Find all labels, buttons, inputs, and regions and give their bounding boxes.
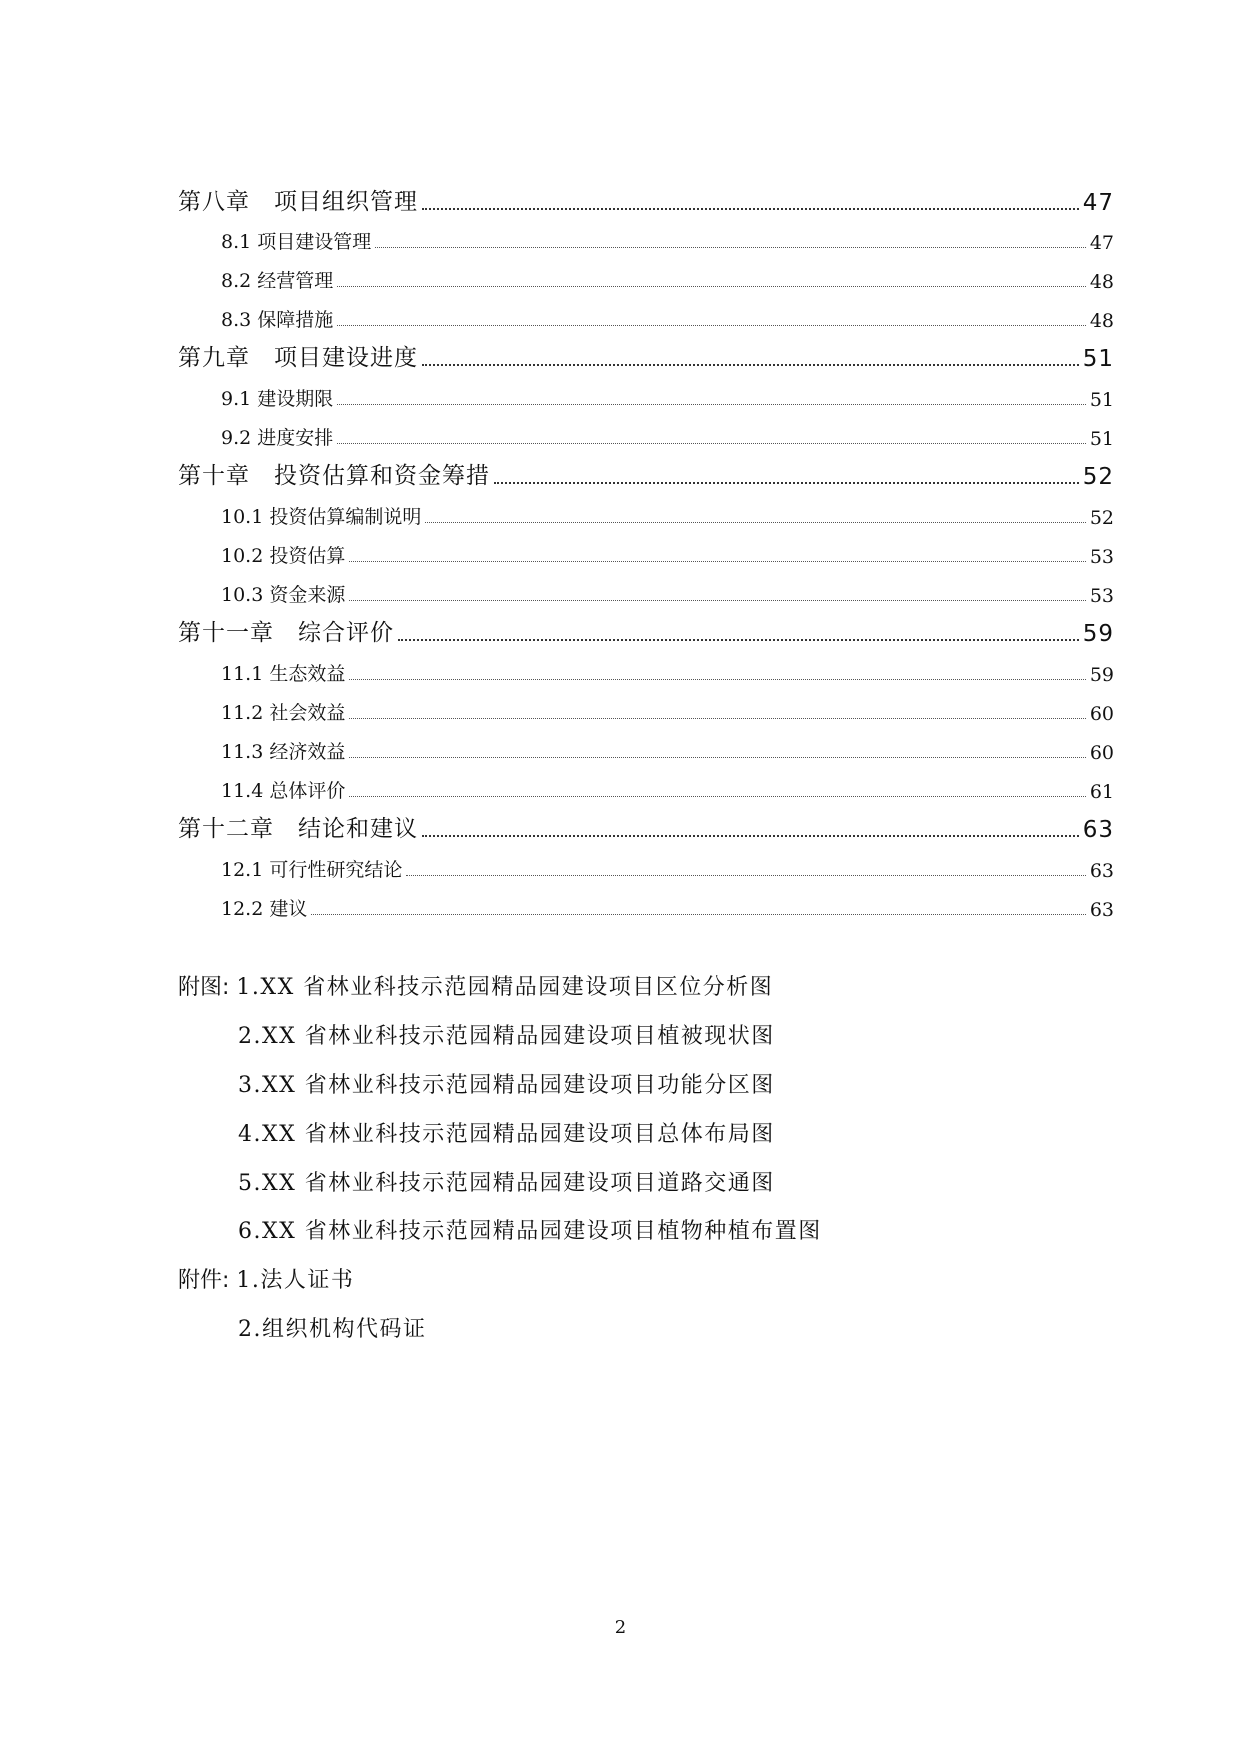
toc-leader bbox=[337, 440, 1086, 444]
toc-label: 第九章 项目建设进度 bbox=[178, 345, 418, 371]
toc-leader bbox=[311, 911, 1085, 915]
toc-page: 48 bbox=[1089, 310, 1114, 332]
toc-leader bbox=[425, 519, 1085, 523]
toc-page: 60 bbox=[1089, 703, 1114, 725]
figure-item-row bbox=[238, 1214, 822, 1245]
figure-item: 1.XX 省林业科技示范园精品园建设项目区位分析图 bbox=[236, 975, 774, 1000]
toc-leader bbox=[375, 244, 1086, 248]
toc-page: 51 bbox=[1089, 389, 1114, 411]
figure-item: 2.XX 省林业科技示范园精品园建设项目植被现状图 bbox=[238, 1024, 775, 1049]
toc-page: 61 bbox=[1089, 781, 1114, 803]
toc-section-12-2[interactable] bbox=[221, 891, 1114, 921]
toc-page: 63 bbox=[1089, 899, 1114, 921]
toc-chapter-10[interactable] bbox=[178, 460, 1114, 490]
toc-label: 第十章 投资估算和资金筹措 bbox=[178, 463, 490, 489]
attachments-label: 附件: bbox=[178, 1268, 230, 1293]
toc-page: 51 bbox=[1089, 428, 1114, 450]
toc-page: 59 bbox=[1082, 621, 1114, 647]
toc-label: 8.1 项目建设管理 bbox=[221, 231, 372, 253]
toc-section-11-4[interactable] bbox=[221, 773, 1114, 803]
toc-page: 51 bbox=[1082, 346, 1114, 372]
toc-section-10-1[interactable] bbox=[221, 499, 1114, 529]
toc-label: 11.4 总体评价 bbox=[221, 780, 346, 802]
figure-item-row bbox=[238, 1068, 775, 1099]
toc-section-11-2[interactable] bbox=[221, 695, 1114, 725]
attachment-item-row bbox=[238, 1312, 427, 1343]
attachments-list-row bbox=[178, 1263, 354, 1294]
toc-label: 11.2 社会效益 bbox=[221, 702, 346, 724]
toc-leader bbox=[349, 558, 1085, 562]
figure-item: 4.XX 省林业科技示范园精品园建设项目总体布局图 bbox=[238, 1122, 775, 1147]
toc-chapter-9[interactable] bbox=[178, 342, 1114, 372]
toc-leader bbox=[422, 831, 1079, 837]
toc-section-10-3[interactable] bbox=[221, 577, 1114, 607]
toc-label: 8.3 保障措施 bbox=[221, 309, 334, 331]
toc-label: 11.1 生态效益 bbox=[221, 663, 346, 685]
toc-page: 63 bbox=[1089, 860, 1114, 882]
toc-leader bbox=[349, 793, 1085, 797]
toc-label: 10.3 资金来源 bbox=[221, 584, 346, 606]
toc-section-11-3[interactable] bbox=[221, 734, 1114, 764]
toc-label: 11.3 经济效益 bbox=[221, 741, 346, 763]
toc-label: 10.1 投资估算编制说明 bbox=[221, 506, 422, 528]
toc-section-9-1[interactable] bbox=[221, 381, 1114, 411]
toc-section-10-2[interactable] bbox=[221, 538, 1114, 568]
figures-list-row bbox=[178, 970, 773, 1001]
toc-leader bbox=[422, 204, 1079, 210]
toc-label: 第八章 项目组织管理 bbox=[178, 189, 418, 215]
page-number: 2 bbox=[614, 1617, 627, 1638]
toc-label: 12.1 可行性研究结论 bbox=[221, 859, 403, 881]
figure-item: 5.XX 省林业科技示范园精品园建设项目道路交通图 bbox=[238, 1171, 775, 1196]
figures-label: 附图: bbox=[178, 975, 230, 1000]
toc-leader bbox=[349, 597, 1085, 601]
toc-chapter-11[interactable] bbox=[178, 617, 1114, 647]
toc-label: 10.2 投资估算 bbox=[221, 545, 346, 567]
toc-section-11-1[interactable] bbox=[221, 656, 1114, 686]
toc-label: 9.1 建设期限 bbox=[221, 388, 334, 410]
toc-leader bbox=[337, 283, 1086, 287]
toc-leader bbox=[422, 360, 1079, 366]
toc-page: 47 bbox=[1082, 190, 1114, 216]
toc-section-9-2[interactable] bbox=[221, 420, 1114, 450]
toc-section-8-3[interactable] bbox=[221, 302, 1114, 332]
toc-label: 9.2 进度安排 bbox=[221, 427, 334, 449]
toc-page: 59 bbox=[1089, 664, 1114, 686]
figure-item-row bbox=[238, 1019, 775, 1050]
toc-leader bbox=[337, 401, 1086, 405]
attachment-item: 1.法人证书 bbox=[236, 1268, 355, 1293]
toc-leader bbox=[349, 715, 1085, 719]
toc-page: 60 bbox=[1089, 742, 1114, 764]
toc-section-8-2[interactable] bbox=[221, 263, 1114, 293]
attachment-item: 2.组织机构代码证 bbox=[238, 1317, 427, 1342]
toc-leader bbox=[406, 872, 1085, 876]
toc-page: 53 bbox=[1089, 585, 1114, 607]
toc-label: 第十一章 综合评价 bbox=[178, 620, 394, 646]
toc-chapter-12[interactable] bbox=[178, 813, 1114, 843]
toc-page: 47 bbox=[1089, 232, 1114, 254]
toc-leader bbox=[494, 478, 1079, 484]
toc-label: 12.2 建议 bbox=[221, 898, 308, 920]
toc-leader bbox=[349, 676, 1085, 680]
figure-item-row bbox=[238, 1117, 775, 1148]
toc-section-12-1[interactable] bbox=[221, 852, 1114, 882]
toc-label: 8.2 经营管理 bbox=[221, 270, 334, 292]
toc-page: 52 bbox=[1089, 507, 1114, 529]
toc-label: 第十二章 结论和建议 bbox=[178, 816, 418, 842]
toc-page: 48 bbox=[1089, 271, 1114, 293]
toc-leader bbox=[398, 635, 1079, 641]
toc-page: 52 bbox=[1082, 464, 1114, 490]
toc-page: 63 bbox=[1082, 817, 1114, 843]
toc-page: 53 bbox=[1089, 546, 1114, 568]
toc-chapter-8[interactable] bbox=[178, 186, 1114, 216]
toc-section-8-1[interactable] bbox=[221, 224, 1114, 254]
figure-item-row bbox=[238, 1166, 775, 1197]
figure-item: 6.XX 省林业科技示范园精品园建设项目植物种植布置图 bbox=[238, 1219, 822, 1244]
toc-leader bbox=[349, 754, 1085, 758]
toc-leader bbox=[337, 322, 1086, 326]
figure-item: 3.XX 省林业科技示范园精品园建设项目功能分区图 bbox=[238, 1073, 775, 1098]
